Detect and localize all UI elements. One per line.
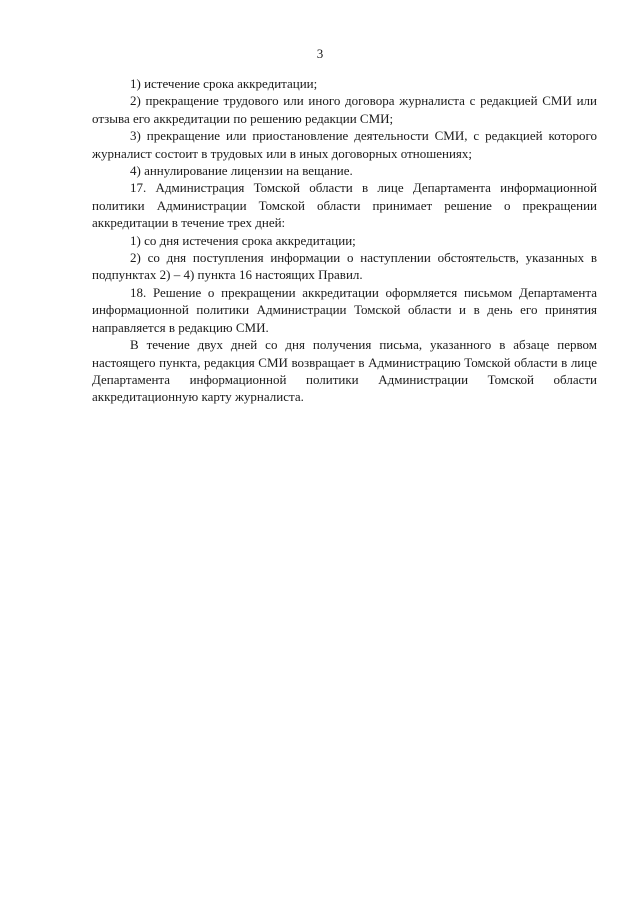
page-number: 3: [316, 46, 324, 61]
document-body: [92, 75, 597, 406]
paragraph-item-3: 3) прекращение или приостановление деятельности СМИ, с редакцией которого журналист состоит в трудовых или в иных договорных отношениях;: [92, 128, 597, 161]
paragraph-item-1: 1) истечение срока аккредитации;: [130, 76, 318, 91]
paragraph-clause-17-item-2: 2) со дня поступления информации о наступлении обстоятельств, указанных в подпунктах 2) – 4) пункта 16 настоящих Правил.: [92, 250, 597, 283]
paragraph-item-2: 2) прекращение трудового или иного договора журналиста с редакцией СМИ или отзыва его аккредитации по решению редакции СМИ;: [92, 93, 597, 126]
paragraph-card-return: В течение двух дней со дня получения письма, указанного в абзаце первом настоящего пункта, редакция СМИ возвращает в Администрацию Томской области в лице Департамента информационной политики Администрации Томской области аккредитационную карту журналиста.: [92, 337, 597, 405]
paragraph-item-4: 4) аннулирование лицензии на вещание.: [130, 163, 353, 179]
paragraph-clause-17-item-1: 1) со дня истечения срока аккредитации;: [130, 232, 356, 248]
paragraph-clause-17: 17. Администрация Томской области в лице Департамента информационной политики Администрации Томской области принимает решение о прекращении аккредитации в течение трех дней:: [92, 180, 597, 231]
paragraph-clause-18: 18. Решение о прекращении аккредитации оформляется письмом Департамента информационной политики Администрации Томской области и в день его принятия направляется в редакцию СМИ.: [92, 284, 597, 335]
